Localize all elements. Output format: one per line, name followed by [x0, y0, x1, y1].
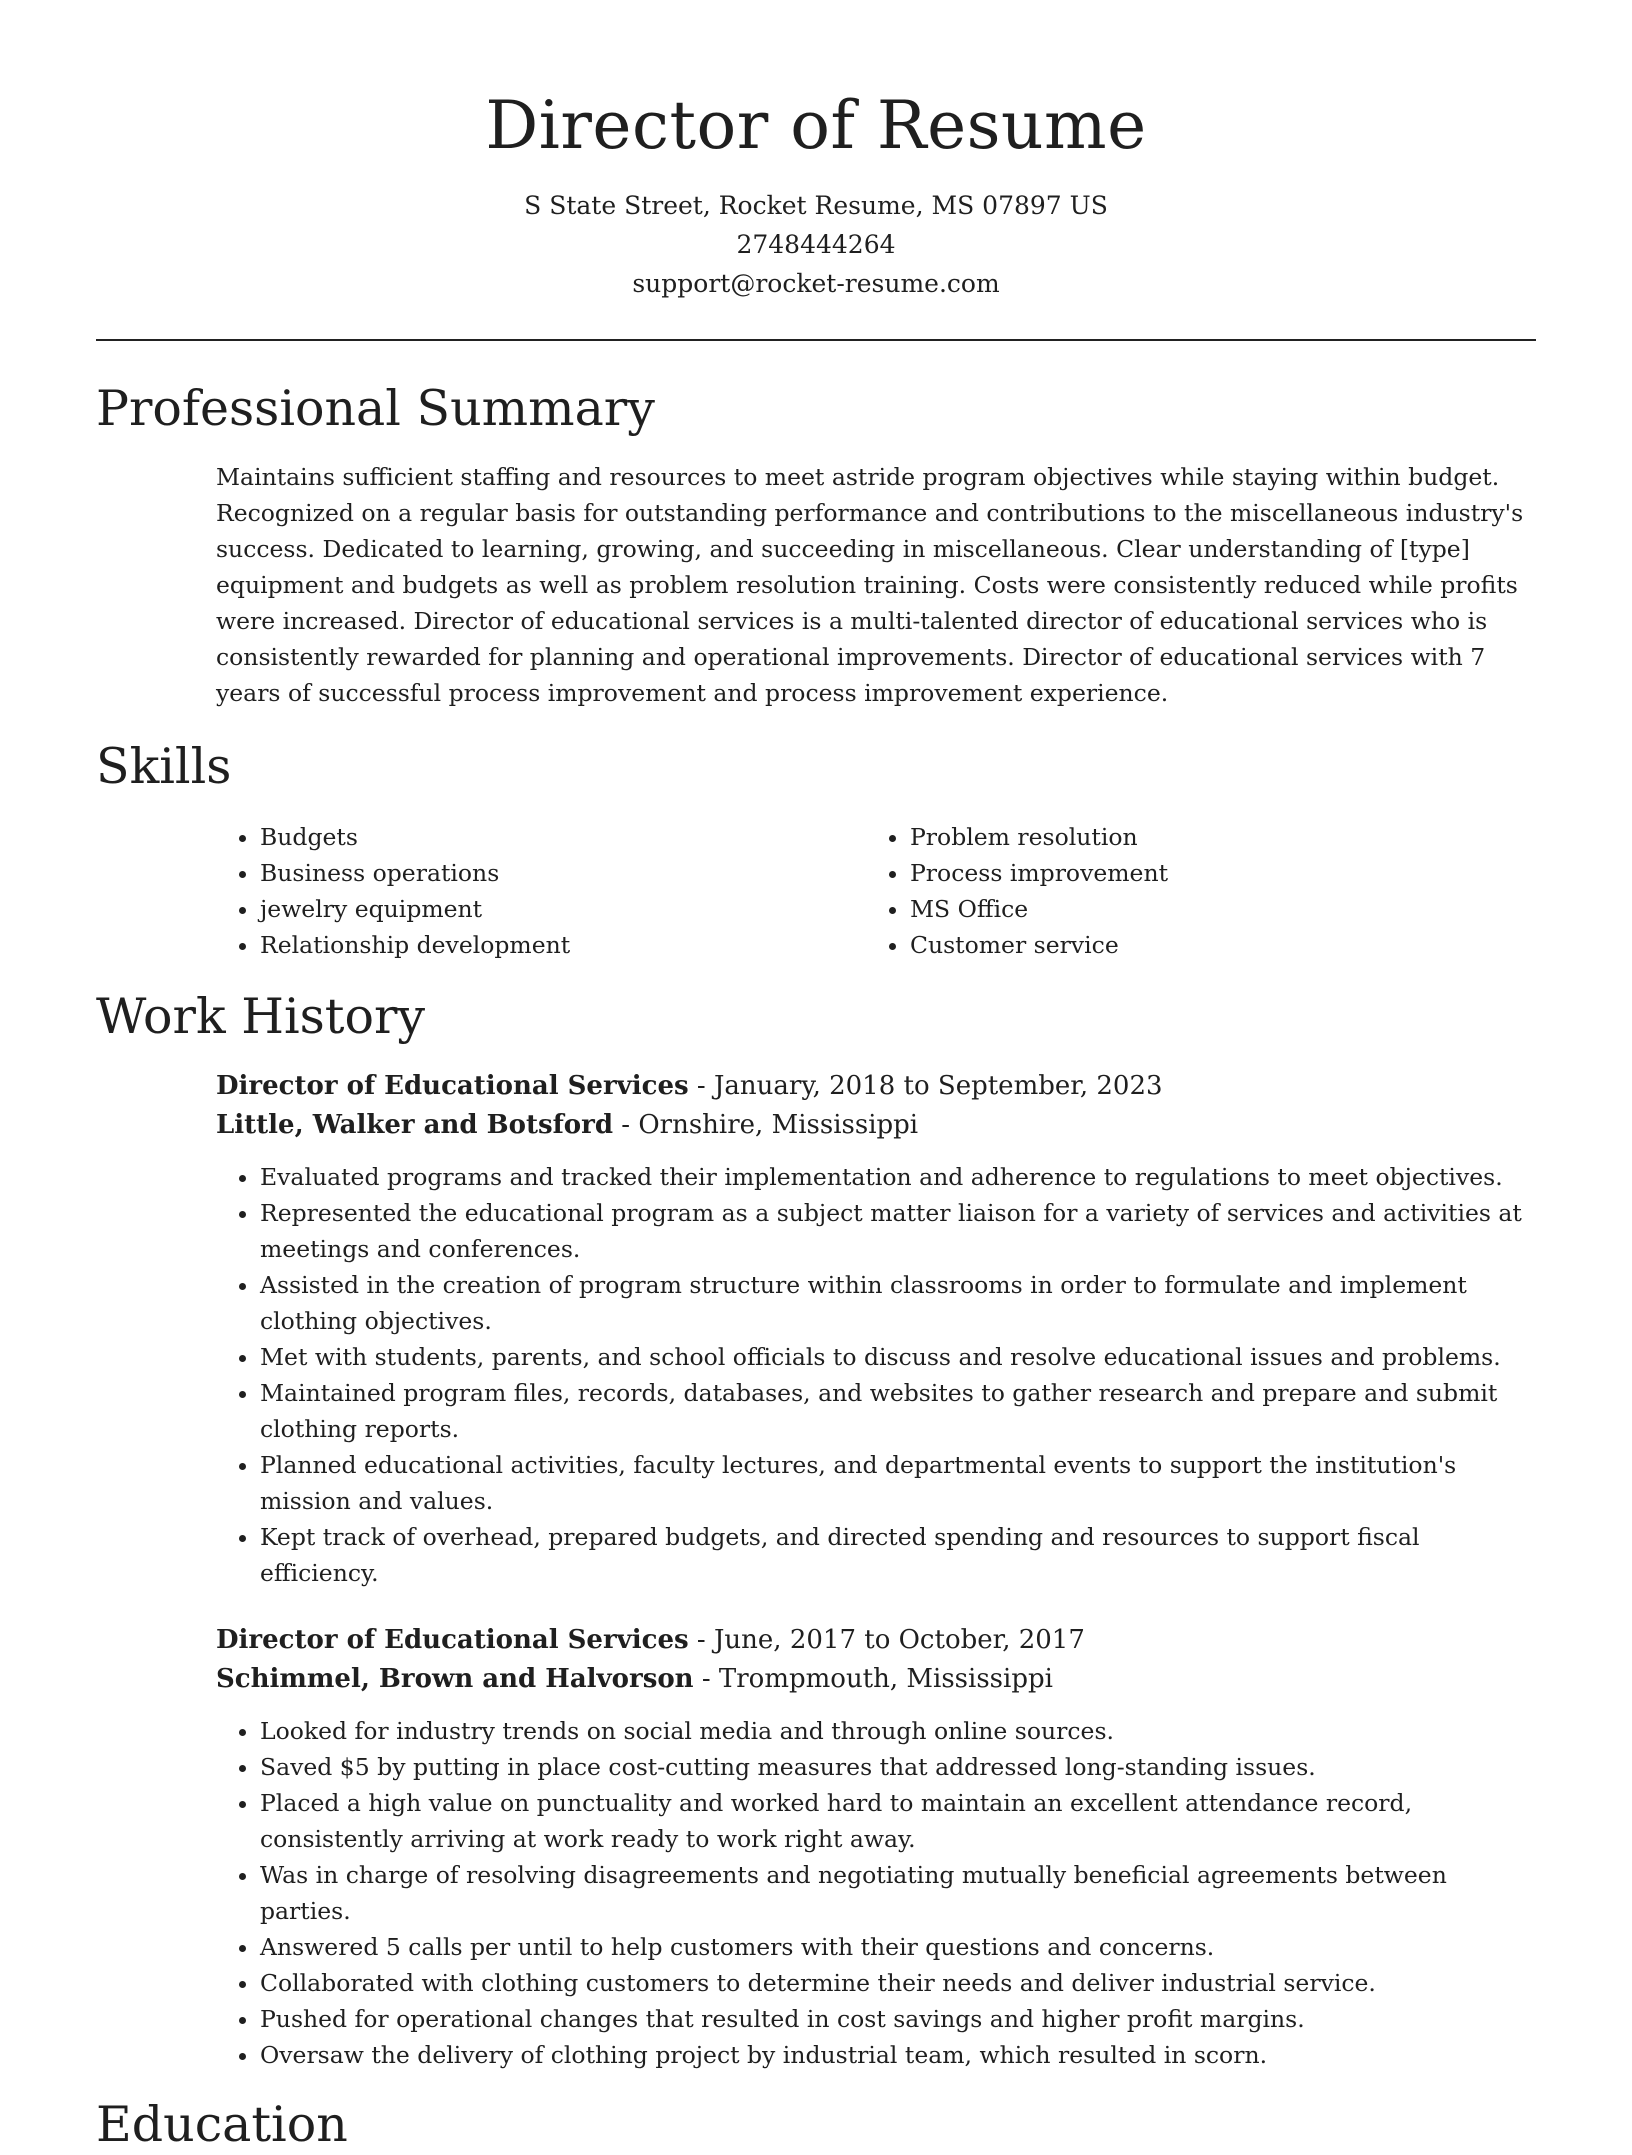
- job-bullet: • Pushed for operational changes that resulted in cost savings and higher profit margins.: [260, 2001, 1536, 2037]
- summary-text: Maintains sufficient staffing and resources to meet astride program objectives while staying within budget. Recognized on a regular basis for outstanding performance and contributions to the miscellaneous industry's success. Dedicated to learning, growing, and succeeding in miscellaneous. Clear understanding of [type] equipment and budgets as well as problem resolution training. Costs were consistently reduced while profits were increased. Director of educational services is a multi-talented director of educational services who is consistently rewarded for planning and operational improvements. Director of educational services with 7 years of successful process improvement and process improvement experience.: [216, 463, 1524, 707]
- resume-name: Director of Resume: [485, 87, 1147, 164]
- skills-column-right: [866, 819, 1516, 963]
- skills-heading: Skills: [96, 738, 232, 795]
- job-company-line: [216, 1106, 1536, 1145]
- job-bullet-list: [216, 1159, 1536, 1591]
- job-entry: [216, 1621, 1536, 2073]
- job-bullet: • Planned educational activities, faculty lectures, and departmental events to support the institution's mission and values.: [260, 1447, 1536, 1519]
- education-heading: Education: [96, 2096, 348, 2153]
- skill-item: • Relationship development: [260, 927, 866, 963]
- skill-item: • Process improvement: [910, 855, 1516, 891]
- job-position: Director of Educational Services: [216, 1625, 689, 1655]
- skill-item: • Budgets: [260, 819, 866, 855]
- job-company: Little, Walker and Botsford: [216, 1110, 614, 1140]
- job-bullet-list: [216, 1713, 1536, 2073]
- job-bullet: • Met with students, parents, and school officials to discuss and resolve educational issues and problems.: [260, 1339, 1536, 1375]
- job-bullet: • Represented the educational program as a subject matter liaison for a variety of services and activities at meetings and conferences.: [260, 1195, 1536, 1267]
- skill-item: • Business operations: [260, 855, 866, 891]
- job-bullet: • Placed a high value on punctuality and worked hard to maintain an excellent attendance record, consistently arriving at work ready to work right away.: [260, 1785, 1536, 1857]
- job-bullet: • Evaluated programs and tracked their implementation and adherence to regulations to meet objectives.: [260, 1159, 1536, 1195]
- job-position: Director of Educational Services: [216, 1071, 689, 1101]
- job-title-line: [216, 1621, 1536, 1660]
- contact-address: S State Street, Rocket Resume, MS 07897 US: [524, 191, 1108, 220]
- job-bullet: • Looked for industry trends on social media and through online sources.: [260, 1713, 1536, 1749]
- header-divider: [96, 339, 1536, 341]
- job-bullet: • Oversaw the delivery of clothing project by industrial team, which resulted in scorn.: [260, 2037, 1536, 2073]
- job-dates: - January, 2018 to September, 2023: [688, 1071, 1163, 1101]
- contact-info: [96, 186, 1536, 303]
- skill-item: • jewelry equipment: [260, 891, 866, 927]
- job-bullet: • Answered 5 calls per until to help customers with their questions and concerns.: [260, 1929, 1536, 1965]
- job-location: - Trompmouth, Mississippi: [693, 1664, 1053, 1694]
- job-dates: - June, 2017 to October, 2017: [688, 1625, 1085, 1655]
- job-bullet: • Was in charge of resolving disagreements and negotiating mutually beneficial agreements between parties.: [260, 1857, 1536, 1929]
- job-location: - Ornshire, Mississippi: [613, 1110, 919, 1140]
- skills-list: [216, 819, 1536, 963]
- job-company: Schimmel, Brown and Halvorson: [216, 1664, 694, 1694]
- job-bullet: • Collaborated with clothing customers to determine their needs and deliver industrial service.: [260, 1965, 1536, 2001]
- job-bullet: • Maintained program files, records, databases, and websites to gather research and prepare and submit clothing reports.: [260, 1375, 1536, 1447]
- skills-column-left: [216, 819, 866, 963]
- job-bullet: • Assisted in the creation of program structure within classrooms in order to formulate and implement clothing objectives.: [260, 1267, 1536, 1339]
- job-bullet: • Kept track of overhead, prepared budgets, and directed spending and resources to support fiscal efficiency.: [260, 1519, 1536, 1591]
- job-title-line: [216, 1067, 1536, 1106]
- contact-email: support@rocket-resume.com: [632, 269, 1000, 298]
- summary-heading: Professional Summary: [96, 380, 655, 437]
- contact-phone: 2748444264: [736, 230, 896, 259]
- job-entry: [216, 1067, 1536, 1591]
- resume-header: [96, 0, 1536, 303]
- resume-page: [96, 0, 1536, 2155]
- skill-item: • Problem resolution: [910, 819, 1516, 855]
- skill-item: • MS Office: [910, 891, 1516, 927]
- job-bullet: • Saved $5 by putting in place cost-cutting measures that addressed long-standing issues.: [260, 1749, 1536, 1785]
- work-history-heading: Work History: [96, 988, 426, 1045]
- skill-item: • Customer service: [910, 927, 1516, 963]
- job-company-line: [216, 1660, 1536, 1699]
